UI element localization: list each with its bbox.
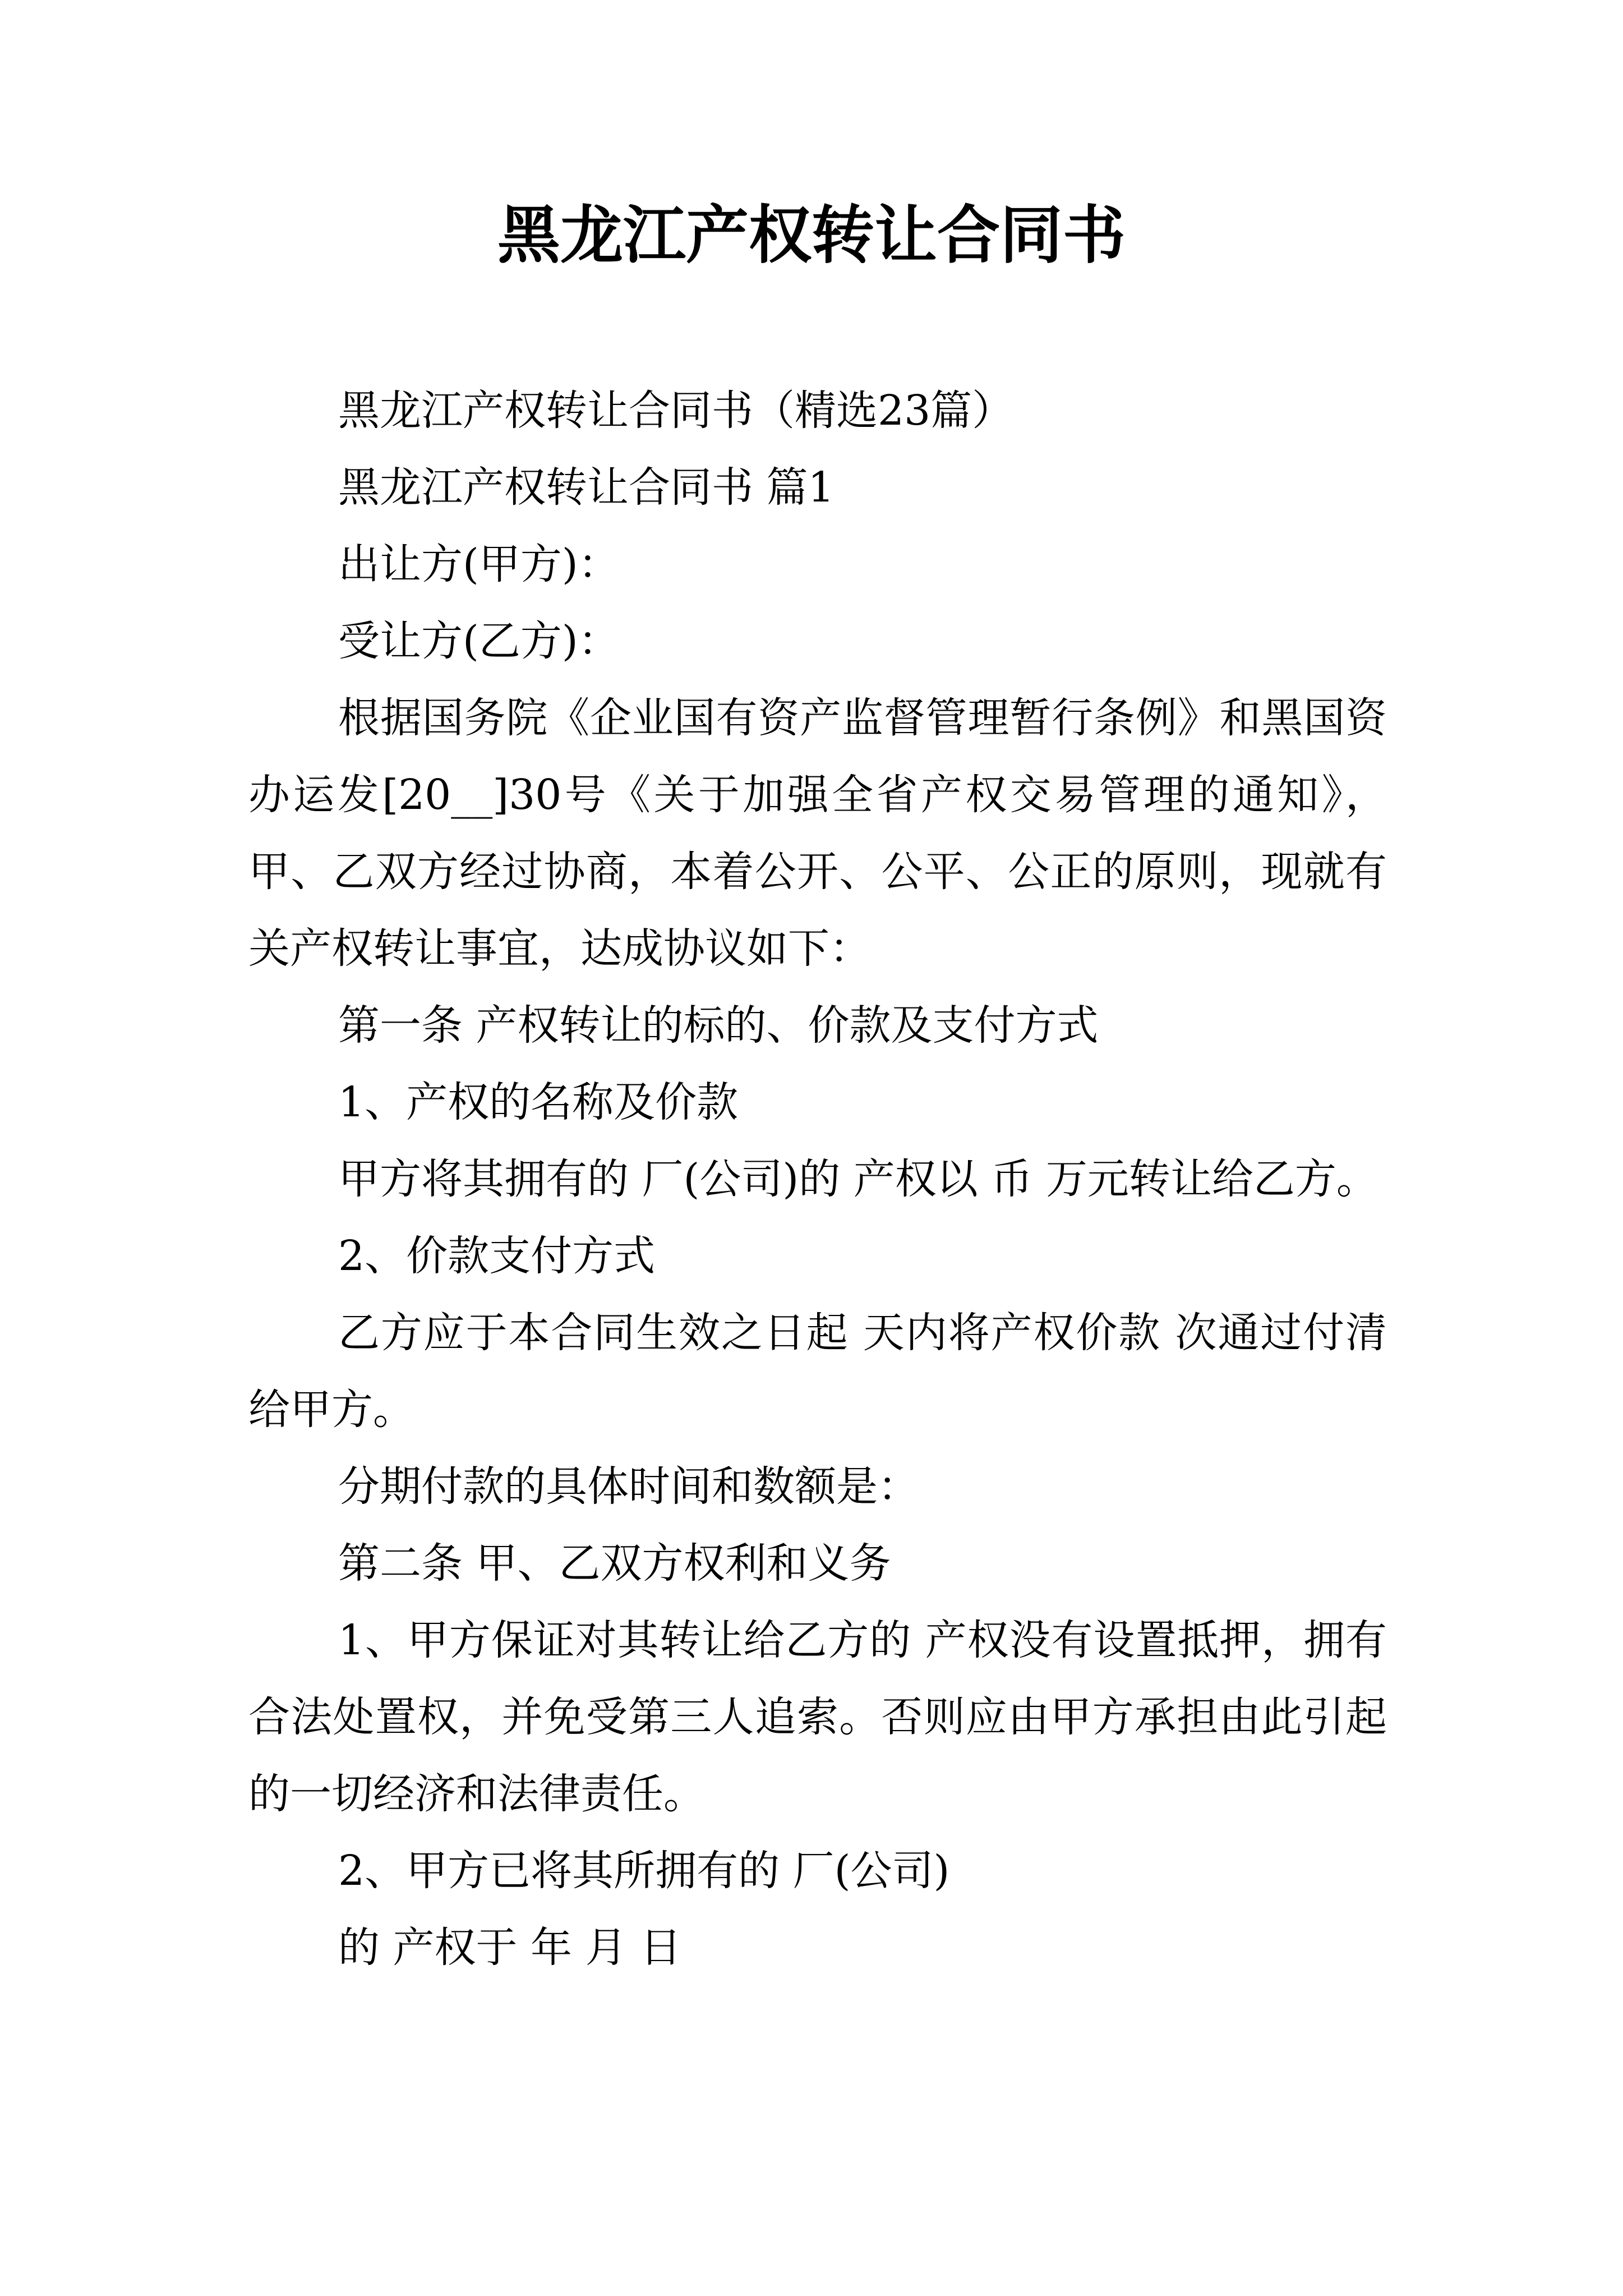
clause-1-2-text: 乙方应于本合同生效之日起 天内将产权价款 次通过付清给甲方。 bbox=[248, 1309, 1387, 1434]
clause-1-1-heading: 1、产权的名称及价款 bbox=[338, 1078, 739, 1126]
document-title: 黑龙江产权转让合同书 bbox=[497, 199, 1126, 272]
clause-2-1-text: 1、甲方保证对其转让给乙方的 产权没有设置抵押，拥有合法处置权，并免受第三人追索。否则应由甲方承担由此引起的一切经济和法律责任。 bbox=[248, 1616, 1387, 1818]
transferee-line: 受让方(乙方)： bbox=[338, 617, 620, 665]
clause-1-1-text: 甲方将其拥有的 厂(公司)的 产权以 币 万元转让给乙方。 bbox=[338, 1155, 1378, 1203]
clause-2-2-continued: 的 产权于 年 月 日 bbox=[338, 1924, 682, 1972]
clause-1-2-heading: 2、价款支付方式 bbox=[338, 1232, 656, 1280]
transferor-line: 出让方(甲方)： bbox=[338, 540, 620, 588]
document-body bbox=[248, 372, 1387, 1986]
section-heading: 黑龙江产权转让合同书 篇1 bbox=[338, 463, 834, 512]
subtitle-paragraph: 黑龙江产权转让合同书（精选23篇） bbox=[338, 386, 1014, 435]
clause-2-2-text: 2、甲方已将其所拥有的 厂(公司) bbox=[338, 1847, 950, 1895]
article-one-heading: 第一条 产权转让的标的、价款及支付方式 bbox=[338, 1001, 1099, 1050]
preamble-paragraph: 根据国务院《企业国有资产监督管理暂行条例》和黑国资办运发[20__]30号《关于加强全省产权交易管理的通知》，甲、乙双方经过协商，本着公开、公平、公正的原则，现就有关产权转让事宜，达成协议如下： bbox=[248, 694, 1387, 973]
installment-text: 分期付款的具体时间和数额是： bbox=[338, 1462, 919, 1511]
article-two-heading: 第二条 甲、乙双方权利和义务 bbox=[338, 1539, 891, 1588]
